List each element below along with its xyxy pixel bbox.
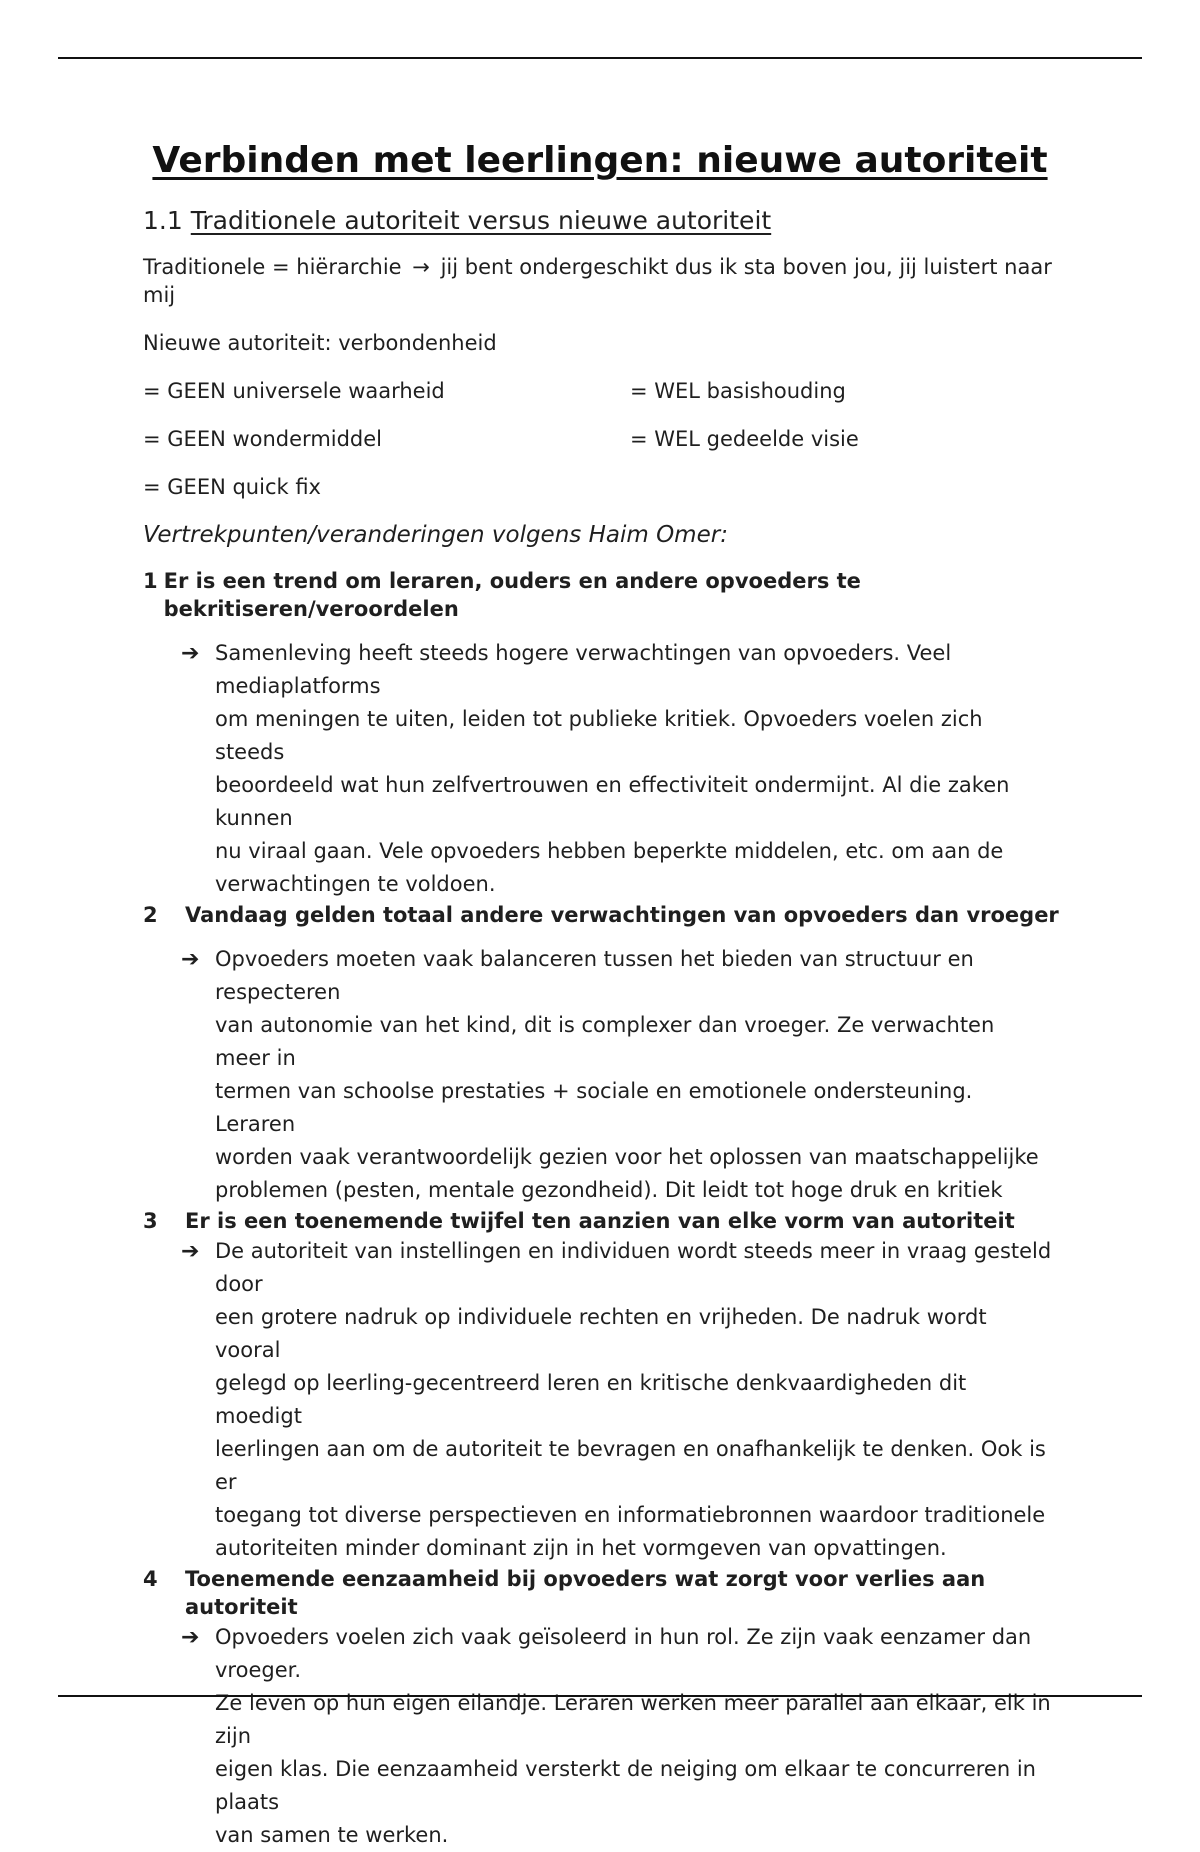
point-number: 3 [143,1209,158,1233]
point-heading-1 [143,567,1063,623]
point-number: 1 [143,569,158,593]
point-text [215,1235,1055,1565]
arrow-bullet-icon: ➔ [181,641,200,666]
vertrekpunten-heading: Vertrekpunten/veranderingen volgens Haim Omer: [143,522,728,548]
point-text [215,637,1055,901]
point-bullet-2 [181,943,1063,1207]
point-heading-3 [143,1207,1063,1235]
point-bullet-3 [181,1235,1063,1565]
text-line: eigen klas. Die eenzaamheid versterkt de neiging om elkaar te concurreren in plaats [215,1757,1036,1814]
not-item: = GEEN universele waarheid [143,379,445,403]
text-line: Samenleving heeft steeds hogere verwachtingen van opvoeders. Veel mediaplatforms [215,641,952,698]
arrow-bullet-icon: ➔ [181,1625,200,1650]
content [143,205,1063,1852]
contrast-row-1 [143,377,1063,405]
arrow-bullet-icon: ➔ [181,947,200,972]
text-line: beoordeeld wat hun zelfvertrouwen en effectiviteit ondermijnt. Al die zaken kunnen [215,773,1010,830]
text-line: De autoriteit van instellingen en individuen wordt steeds meer in vraag gesteld door [215,1239,1052,1296]
yes-item: = WEL gedeelde visie [630,427,859,451]
text-line: van autonomie van het kind, dit is complexer dan vroeger. Ze verwachten meer in [215,1013,995,1070]
point-heading-text: Er is een toenemende twijfel ten aanzien van elke vorm van autoriteit [185,1209,1015,1233]
bottom-rule [58,1695,1142,1697]
traditional-line [143,253,1063,309]
text-line: verwachtingen te voldoen. [215,872,496,896]
point-heading-text: Vandaag gelden totaal andere verwachtingen van opvoeders dan vroeger [185,903,1059,927]
point-heading-text: Er is een trend om leraren, ouders en andere opvoeders te bekritiseren/veroordelen [163,569,861,621]
text-line: autoriteiten minder dominant zijn in het vormgeven van opvattingen. [215,1536,947,1560]
point-heading-4 [143,1565,1063,1621]
text-line: problemen (pesten, mentale gezondheid). Dit leidt tot hoge druk en kritiek [215,1178,1003,1202]
arrow-right-icon: → [412,255,430,279]
point-heading-text: Toenemende eenzaamheid bij opvoeders wat zorgt voor verlies aan autoriteit [185,1567,986,1619]
text-line: gelegd op leerling-gecentreerd leren en kritische denkvaardigheden dit moedigt [215,1371,967,1428]
section-heading [143,205,1063,237]
not-item: = GEEN quick fix [143,475,321,499]
point-heading-2 [143,901,1063,929]
page-title: Verbinden met leerlingen: nieuwe autoriteit [152,140,1048,181]
text-line: nu viraal gaan. Vele opvoeders hebben beperkte middelen, etc. om aan de [215,839,1004,863]
contrast-row-2 [143,425,1063,453]
traditional-before: Traditionele = hiërarchie [143,255,402,279]
yes-item: = WEL basishouding [630,379,846,403]
section-number: 1.1 [143,206,183,235]
point-text [215,1621,1055,1852]
point-bullet-1 [181,637,1063,901]
traditional-after: jij bent ondergeschikt dus ik sta boven jou, jij luistert naar mij [143,255,1052,307]
text-line: om meningen te uiten, leiden tot publieke kritiek. Opvoeders voelen zich steeds [215,707,983,764]
point-bullet-4 [181,1621,1063,1852]
arrow-bullet-icon: ➔ [181,1239,200,1264]
point-number: 4 [143,1567,158,1591]
point-number: 2 [143,903,158,927]
contrast-row-3 [143,473,1063,501]
text-line: toegang tot diverse perspectieven en informatiebronnen waardoor traditionele [215,1503,1046,1527]
text-line: termen van schoolse prestaties + sociale en emotionele ondersteuning. Leraren [215,1079,973,1136]
new-authority-line: Nieuwe autoriteit: verbondenheid [143,331,497,355]
not-item: = GEEN wondermiddel [143,427,383,451]
top-rule [58,57,1142,59]
point-text [215,943,1055,1207]
text-line: Ze leven op hun eigen eilandje. Leraren werken meer parallel aan elkaar, elk in zijn [215,1691,1051,1748]
text-line: leerlingen aan om de autoriteit te bevragen en onafhankelijk te denken. Ook is er [215,1437,1046,1494]
text-line: Opvoeders moeten vaak balanceren tussen het bieden van structuur en respecteren [215,947,974,1004]
section-label: Traditionele autoriteit versus nieuwe autoriteit [190,206,772,235]
text-line: worden vaak verantwoordelijk gezien voor het oplossen van maatschappelijke [215,1145,1039,1169]
text-line: een grotere nadruk op individuele rechten en vrijheden. De nadruk wordt vooral [215,1305,987,1362]
text-line: Opvoeders voelen zich vaak geïsoleerd in hun rol. Ze zijn vaak eenzamer dan vroeger. [215,1625,1032,1682]
text-line: van samen te werken. [215,1823,449,1847]
